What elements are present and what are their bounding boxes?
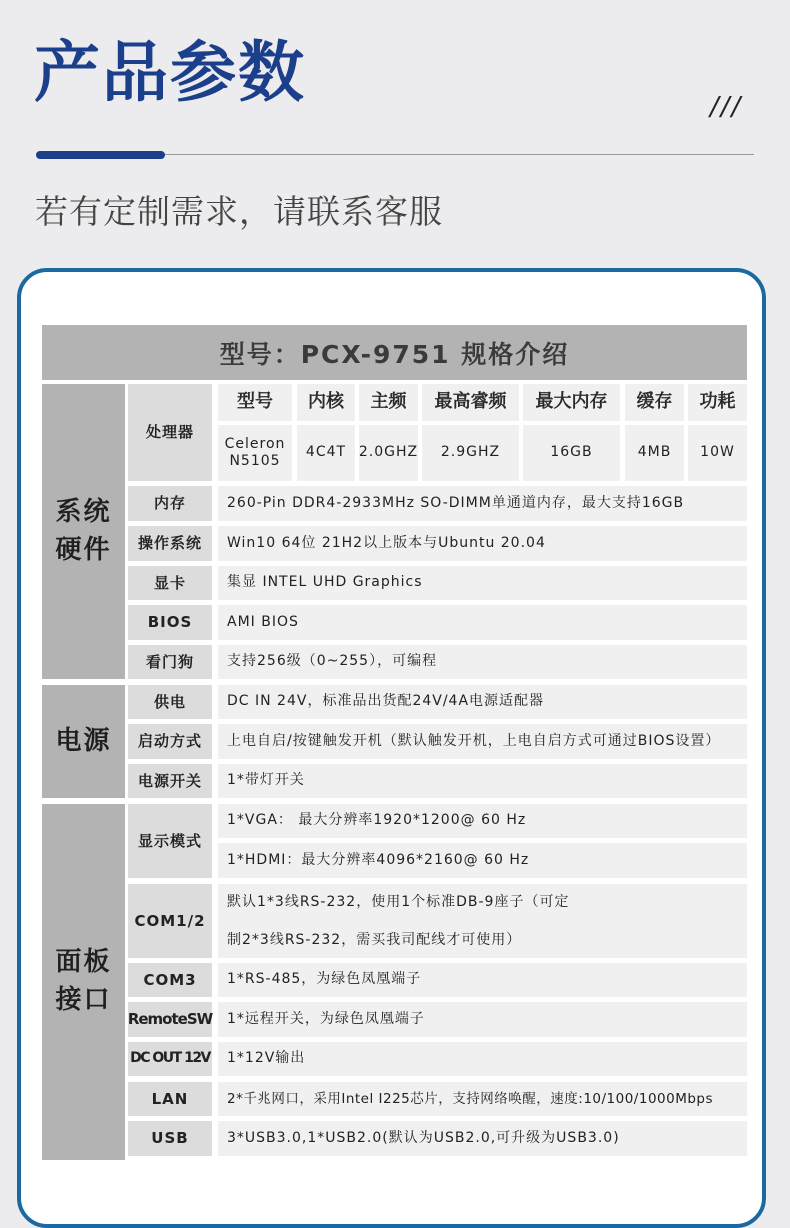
lan-value: 2*千兆网口，采用Intel I225芯片，支持网络唤醒，速度:10/100/1000Mbps — [218, 1082, 747, 1116]
spec-table-title: 型号：PCX-9751 规格介绍 — [42, 325, 747, 380]
display-vga-value: 1*VGA： 最大分辨率1920*1200@ 60 Hz — [218, 804, 747, 838]
bios-value: AMI BIOS — [218, 605, 747, 640]
page-title: 产品参数 — [34, 34, 306, 111]
processor-header-max-memory: 最大内存 — [523, 384, 620, 421]
processor-value-turbo-freq: 2.9GHZ — [422, 425, 519, 481]
os-value: Win10 64位 21H2以上版本与Ubuntu 20.04 — [218, 526, 747, 561]
power-switch-value: 1*带灯开关 — [218, 764, 747, 798]
processor-value-cores: 4C4T — [297, 425, 355, 481]
display-mode-label: 显示模式 — [128, 804, 212, 878]
processor-value-base-freq: 2.0GHZ — [359, 425, 418, 481]
decorative-slashes: /// — [710, 92, 743, 122]
power-switch-label: 电源开关 — [128, 764, 212, 798]
os-label: 操作系统 — [128, 526, 212, 561]
processor-value-model: Celeron N5105 — [218, 425, 292, 481]
processor-value-max-memory: 16GB — [523, 425, 620, 481]
gpu-value: 集显 INTEL UHD Graphics — [218, 566, 747, 600]
com3-label: COM3 — [128, 963, 212, 997]
usb-value: 3*USB3.0,1*USB2.0(默认为USB2.0,可升级为USB3.0) — [218, 1121, 747, 1156]
usb-label: USB — [128, 1121, 212, 1156]
boot-mode-value: 上电自启/按键触发开机（默认触发开机，上电自启方式可通过BIOS设置） — [218, 724, 747, 759]
header-accent-bar — [36, 151, 165, 159]
watchdog-label: 看门狗 — [128, 645, 212, 679]
processor-header-cores: 内核 — [297, 384, 355, 421]
page-subtitle: 若有定制需求，请联系客服 — [35, 192, 443, 231]
section-system-hardware: 系统 硬件 — [42, 384, 125, 679]
com12-value — [218, 884, 747, 958]
watchdog-value: 支持256级（0~255），可编程 — [218, 645, 747, 679]
processor-header-tdp: 功耗 — [688, 384, 747, 421]
com12-value-line2: 制2*3线RS-232，需买我司配线才可使用） — [227, 932, 522, 948]
processor-label: 处理器 — [128, 384, 212, 481]
power-supply-label: 供电 — [128, 685, 212, 719]
power-supply-value: DC IN 24V，标准品出货配24V/4A电源适配器 — [218, 685, 747, 719]
processor-value-tdp: 10W — [688, 425, 747, 481]
com12-value-line1: 默认1*3线RS-232，使用1个标准DB-9座子（可定 — [227, 894, 570, 910]
remotesw-label: RemoteSW — [128, 1002, 212, 1037]
dc-out-value: 1*12V输出 — [218, 1042, 747, 1076]
gpu-label: 显卡 — [128, 566, 212, 600]
processor-header-cache: 缓存 — [625, 384, 684, 421]
memory-label: 内存 — [128, 486, 212, 521]
com3-value: 1*RS-485，为绿色凤凰端子 — [218, 963, 747, 997]
lan-label: LAN — [128, 1082, 212, 1116]
processor-header-turbo-freq: 最高睿频 — [422, 384, 519, 421]
display-hdmi-value: 1*HDMI：最大分辨率4096*2160@ 60 Hz — [218, 843, 747, 878]
section-panel-interfaces: 面板 接口 — [42, 804, 125, 1160]
processor-header-model: 型号 — [218, 384, 292, 421]
com12-label: COM1/2 — [128, 884, 212, 958]
boot-mode-label: 启动方式 — [128, 724, 212, 759]
processor-header-base-freq: 主频 — [359, 384, 418, 421]
dc-out-label: DC OUT 12V — [128, 1042, 212, 1076]
section-power: 电源 — [42, 685, 125, 798]
bios-label: BIOS — [128, 605, 212, 640]
remotesw-value: 1*远程开关，为绿色凤凰端子 — [218, 1002, 747, 1037]
memory-value: 260-Pin DDR4-2933MHz SO-DIMM单通道内存，最大支持16GB — [218, 486, 747, 521]
processor-value-cache: 4MB — [625, 425, 684, 481]
